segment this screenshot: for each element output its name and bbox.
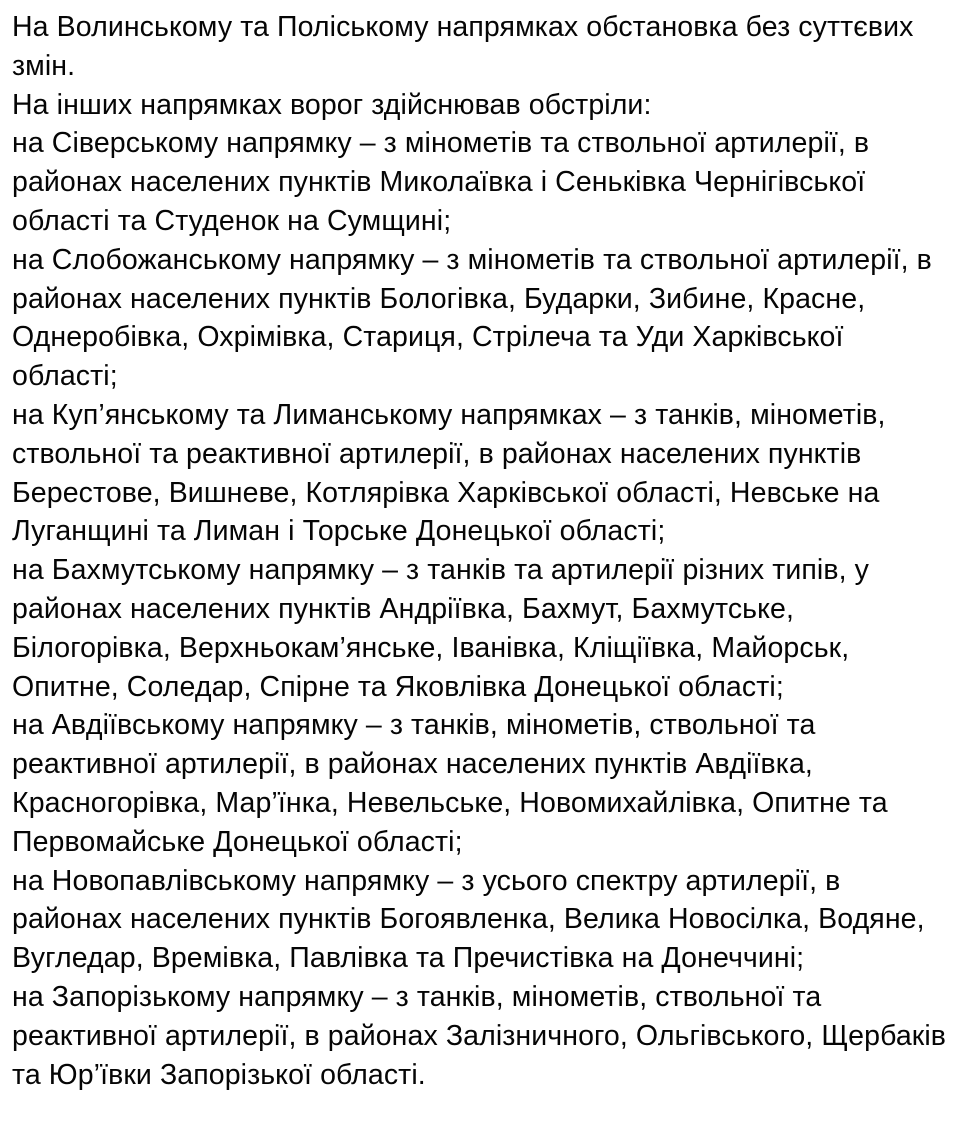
- paragraph-slobozhansk-direction: на Слобожанському напрямку – з мінометів та ствольної артилерії, в районах населених пунктів Бологівка, Бударки, Зибине, Красне, Однеробівка, Охрімівка, Стариця, Стрілеча та Уди Харківської області;: [12, 243, 932, 393]
- paragraph-bakhmut-direction: на Бахмутському напрямку – з танків та артилерії різних типів, у районах населених пунктів Андріївка, Бахмут, Бахмутське, Білогорівка, Верхньокам’янське, Іванівка, Кліщіївка, Майорськ, Опитне, Соледар, Спірне та Яковлівка Донецької області;: [12, 554, 869, 703]
- paragraph-siversk-direction: на Сіверському напрямку – з мінометів та ствольної артилерії, в районах населених пунктів Миколаївка і Сеньківка Чернігівської області та Студенок на Сумщині;: [12, 127, 870, 237]
- paragraph-general-situation: На Волинському та Поліському напрямках обстановка без суттєвих змін.: [12, 11, 914, 82]
- paragraph-kupiansk-lyman-direction: на Куп’янському та Лиманському напрямках – з танків, мінометів, ствольної та реактивної артилерії, в районах населених пунктів Берестове, Вишневе, Котлярівка Харківської області, Невське на Луганщині та Лиман і Торське Донецької області;: [12, 398, 886, 548]
- paragraph-shelling-intro: На інших напрямках ворог здійснював обстріли:: [12, 88, 652, 121]
- paragraph-avdiivka-direction: на Авдіївському напрямку – з танків, мінометів, ствольної та реактивної артилерії, в районах населених пунктів Авдіївка, Красногорівка, Мар’їнка, Невельське, Новомихайлівка, Опитне та Первомайське Донецької області;: [12, 709, 888, 858]
- paragraph-novopavlivka-direction: на Новопавлівському напрямку – з усього спектру артилерії, в районах населених пунктів Богоявленка, Велика Новосілка, Водяне, Вугледар, Времівка, Павлівка та Пречистівка на Донеччині;: [12, 864, 925, 975]
- paragraph-zaporizhzhia-direction: на Запорізькому напрямку – з танків, мінометів, ствольної та реактивної артилерії, в районах Залізничного, Ольгівського, Щербаків та Юр’ївки Запорізької області.: [12, 980, 947, 1091]
